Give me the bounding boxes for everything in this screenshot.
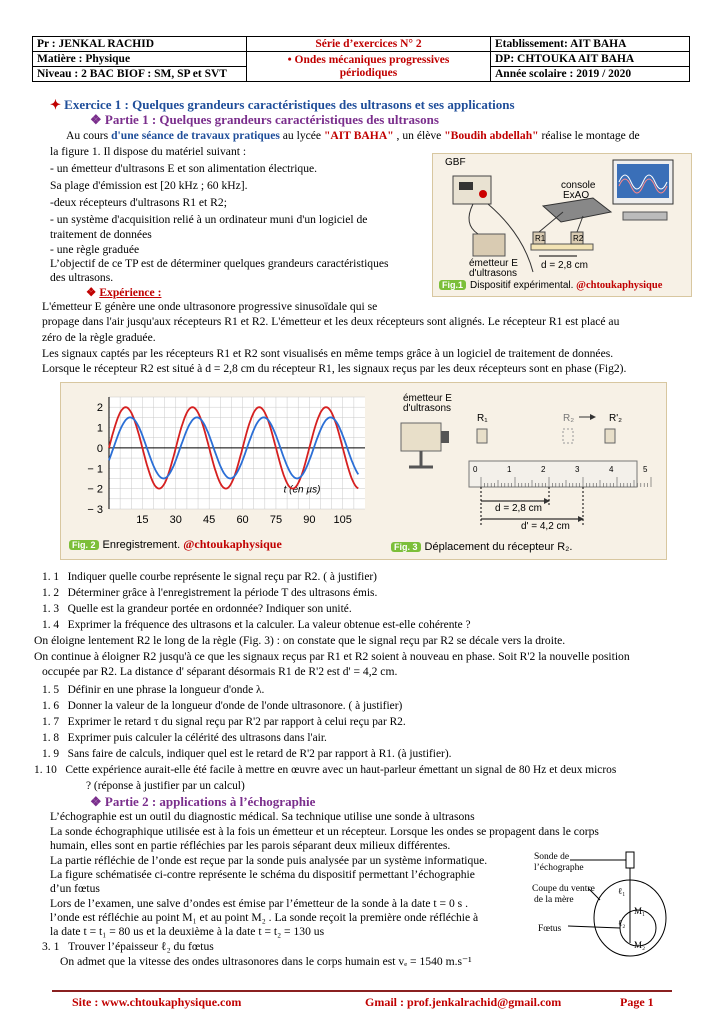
text-line: zéro de la règle graduée. [42, 331, 156, 344]
text-line: - un système d'acquisition relié à un ordinateur muni d'un logiciel de [50, 213, 368, 226]
fig1-caption: Fig.1 Dispositif expérimental. @chtoukaphysique [439, 280, 662, 291]
y-tick-label: 1 [96, 422, 103, 435]
ruler-tick-label: 1 [507, 465, 512, 474]
text-line: Les signaux captés par les récepteurs R1 et R2 sont visualisés en même temps grâce à un logiciel de traitement de données. [42, 347, 614, 360]
exao-label: ExAO [563, 190, 590, 201]
figure-1 [432, 153, 692, 297]
year: Année scolaire : 2019 / 2020 [491, 67, 690, 82]
text-line: L’échographie est un outil du diagnostic médical. Sa technique utilise une sonde à ultrasons [50, 810, 475, 823]
question-1-7: 1. 7 Exprimer le retard τ du signal reçu par R'2 par rapport à celui reçu par R2. [42, 716, 406, 728]
text-line: On éloigne lentement R2 le long de la règle (Fig. 3) : on constate que le signal reçu par R2 se décale vers la droite. [34, 634, 566, 647]
question-1-2: 1. 2 Déterminer grâce à l'enregistrement la période T des ultrasons émis. [42, 587, 378, 599]
footer-site: Site : www.chtoukaphysique.com [72, 995, 242, 1009]
distance-label: d = 2,8 cm [541, 260, 588, 271]
dp: DP: CHTOUKA AIT BAHA [491, 52, 690, 67]
level: Niveau : 2 BAC BIOF : SM, SP et SVT [33, 67, 247, 82]
foetus-label: Fœtus [538, 924, 562, 934]
y-tick-label: − 1 [87, 463, 103, 476]
gbf-label: GBF [445, 157, 466, 168]
text-line: Lors de l’examen, une salve d’ondes est émise par l’émetteur de la sonde à la date t = 0 s . [50, 897, 468, 910]
topic-line1: • Ondes mécaniques progressives [287, 53, 450, 66]
ruler-tick-label: 5 [643, 465, 648, 474]
text-line: On admet que la vitesse des ondes ultrasonores dans le corps humain est vₑ = 1540 m.s⁻¹ [60, 955, 472, 968]
ruler-tick-label: 0 [473, 465, 478, 474]
m2-label: M₂ [634, 940, 646, 950]
subject: Matière : Physique [33, 52, 247, 67]
text-line: L’objectif de ce TP est de déterminer quelques grandeurs caractéristiques [50, 257, 389, 270]
text-line: humain, elles sont en partie réfléchies par les parois séparant deux milieux différentes. [50, 839, 451, 852]
text-line: des ultrasons. [50, 271, 114, 284]
x-tick-label: 90 [303, 514, 316, 526]
arrow-icon: ✦ [50, 97, 61, 112]
x-tick-label: 45 [203, 514, 216, 526]
x-tick-label: 105 [333, 514, 352, 526]
text-line: La partie réfléchie de l’onde est reçue par la sonde puis analysée par un système informatique. [50, 854, 488, 867]
fig3-dp-label: d' = 4,2 cm [521, 521, 570, 532]
diamond-icon: ❖ [90, 112, 102, 127]
topic [247, 52, 491, 82]
belly-label: Coupe du ventre [532, 884, 595, 894]
question-1-9: 1. 9 Sans faire de calculs, indiquer quel est le retard de R'2 par rapport à R1. (à justifier). [42, 748, 452, 760]
text-line: occupée par R2. La distance d' séparant désormais R1 de R'2 est d' = 4,2 cm. [42, 665, 398, 678]
text-line: On continue à éloigner R2 jusqu'à ce que les signaux reçus par R1 et R2 soient à nouveau en phase. Soit R'2 la nouvelle position [34, 650, 630, 663]
part2-title: ❖ Partie 2 : applications à l’échographie [90, 794, 316, 809]
l1-label: ℓ₁ [618, 886, 626, 896]
text-line: -deux récepteurs d'ultrasons R1 et R2; [50, 196, 227, 209]
fig3-emitter-label-2: d'ultrasons [403, 403, 452, 414]
x-tick-label: 30 [169, 514, 182, 526]
y-tick-label: − 3 [87, 504, 103, 516]
fig3-d-label: d = 2,8 cm [495, 503, 542, 514]
text-line: la date t = t₁ = 80 us et la deuxième à la date t = t₂ = 130 us [50, 925, 325, 938]
question-1-4: 1. 4 Exprimer la fréquence des ultrasons et la calculer. La valeur obtenue est-elle cohérente ? [42, 619, 471, 631]
text-line: L'émetteur E génère une onde ultrasonore progressive sinusoïdale qui se [42, 300, 378, 313]
probe-label: Sonde de [534, 852, 570, 862]
plot-area [109, 397, 365, 509]
question-1-5: 1. 5 Définir en une phrase la longueur d'onde λ. [42, 684, 265, 696]
text-line: Sa plage d'émission est [20 kHz ; 60 kHz]. [50, 179, 248, 192]
emitter-label-2: d'ultrasons [469, 268, 518, 279]
teacher: Pr : JENKAL RACHID [33, 37, 247, 52]
question-1-1: 1. 1 Indiquer quelle courbe représente le signal reçu par R2. ( à justifier) [42, 571, 377, 583]
question-1-8: 1. 8 Exprimer puis calculer la célérité des ultrasons dans l'air. [42, 732, 327, 744]
intro-line1: Au cours d'une séance de travaux pratiques au lycée "AIT BAHA" , un élève "Boudih abdellah" réalise le montage de [66, 129, 640, 142]
fig3-r2p-label: R'₂ [609, 413, 623, 424]
series-title: Série d’exercices N° 2 [247, 37, 491, 52]
console-label: console [561, 180, 596, 191]
figures-2-3 [60, 382, 667, 560]
footer-rule [52, 990, 672, 992]
text-line: propage dans l'air jusqu'aux récepteurs R1 et R2. L'émetteur et les deux récepteurs sont alignés. Le récepteur R1 est placé au [42, 315, 620, 328]
question-1-3: 1. 3 Quelle est la grandeur portée en ordonnée? Indiquer son unité. [42, 603, 352, 615]
text-line: - une règle graduée [50, 243, 140, 256]
ruler-tick-label: 2 [541, 465, 546, 474]
l2-label: ℓ₂ [618, 918, 626, 928]
ruler-tick-label: 3 [575, 465, 580, 474]
m1-label: M₁ [634, 906, 646, 916]
r1-label: R1 [535, 234, 546, 243]
fig2-caption: Fig. 2 Enregistrement. @chtoukaphysique [69, 537, 282, 552]
x-tick-label: 75 [269, 514, 283, 526]
text-line: La figure schématisée ci-contre représente le schéma du dispositif permettant l’échographie [50, 868, 475, 881]
emitter-label: émetteur E [469, 258, 518, 269]
x-axis-label: t (en µs) [283, 484, 321, 496]
exercise-title: ✦ Exercice 1 : Quelques grandeurs caractéristiques des ultrasons et ses applications [50, 97, 515, 112]
question-3-1: 3. 1 Trouver l’épaisseur ℓ₂ du fœtus [42, 940, 214, 953]
topic-line2: périodiques [339, 66, 398, 79]
fig3-emitter-label: émetteur E [403, 393, 452, 404]
text-line: - un émetteur d'ultrasons E et son alimentation électrique. [50, 162, 318, 175]
y-tick-label: 0 [96, 442, 103, 455]
y-tick-label: 2 [96, 402, 103, 415]
question-1-10: 1. 10 Cette expérience aurait-elle été facile à mettre en œuvre avec un haut-parleur émettant un signal de 80 Hz et deux micros [34, 764, 617, 776]
part1-title: ❖ Partie 1 : Quelques grandeurs caractéristiques des ultrasons [90, 112, 439, 127]
y-tick-label: − 2 [87, 483, 103, 496]
text-line: traitement de données [50, 228, 152, 241]
fig3-r1-label: R₁ [477, 413, 488, 424]
signal-chart [65, 387, 375, 537]
r2-label: R2 [573, 234, 584, 243]
probe-label-2: l’échographe [534, 863, 584, 873]
experience-label: ❖ Expérience : [86, 286, 162, 299]
footer-page: Page 1 [620, 995, 654, 1009]
header-table [32, 36, 690, 82]
text-line: la figure 1. Il dispose du matériel suivant : [50, 145, 247, 158]
text-line: d’un fœtus [50, 882, 100, 895]
text-line: Lorsque le récepteur R2 est situé à d = 2,8 cm du récepteur R1, les signaux reçus par les deux récepteurs sont en phase (Fig2). [42, 362, 627, 375]
text-line: l’onde est réfléchie au point M₁ et au point M₂ . La sonde reçoit la première onde réfléchie à [50, 911, 479, 924]
fig3-r2-label: R₂ [563, 413, 575, 424]
school: Etablissement: AIT BAHA [491, 37, 690, 52]
echography-diagram [530, 848, 690, 958]
belly-label-2: de la mère [534, 895, 574, 905]
ruler-tick-label: 4 [609, 465, 614, 474]
question-1-6: 1. 6 Donner la valeur de la longueur d'onde de l'onde ultrasonore. ( à justifier) [42, 700, 403, 712]
diamond-icon: ❖ [86, 286, 97, 299]
x-tick-label: 15 [136, 514, 149, 526]
text-line: La sonde échographique utilisée est à la fois un émetteur et un récepteur. Lorsque les ondes se propagent dans le corps [50, 825, 599, 838]
question-1-10-cont: ? (réponse à justifier par un calcul) [86, 780, 245, 792]
fig3-caption: Fig. 3 Déplacement du récepteur R₂. [391, 541, 572, 553]
x-tick-label: 60 [236, 514, 249, 526]
diamond-icon: ❖ [90, 794, 102, 809]
footer-gmail: Gmail : prof.jenkalrachid@gmail.com [365, 995, 562, 1009]
